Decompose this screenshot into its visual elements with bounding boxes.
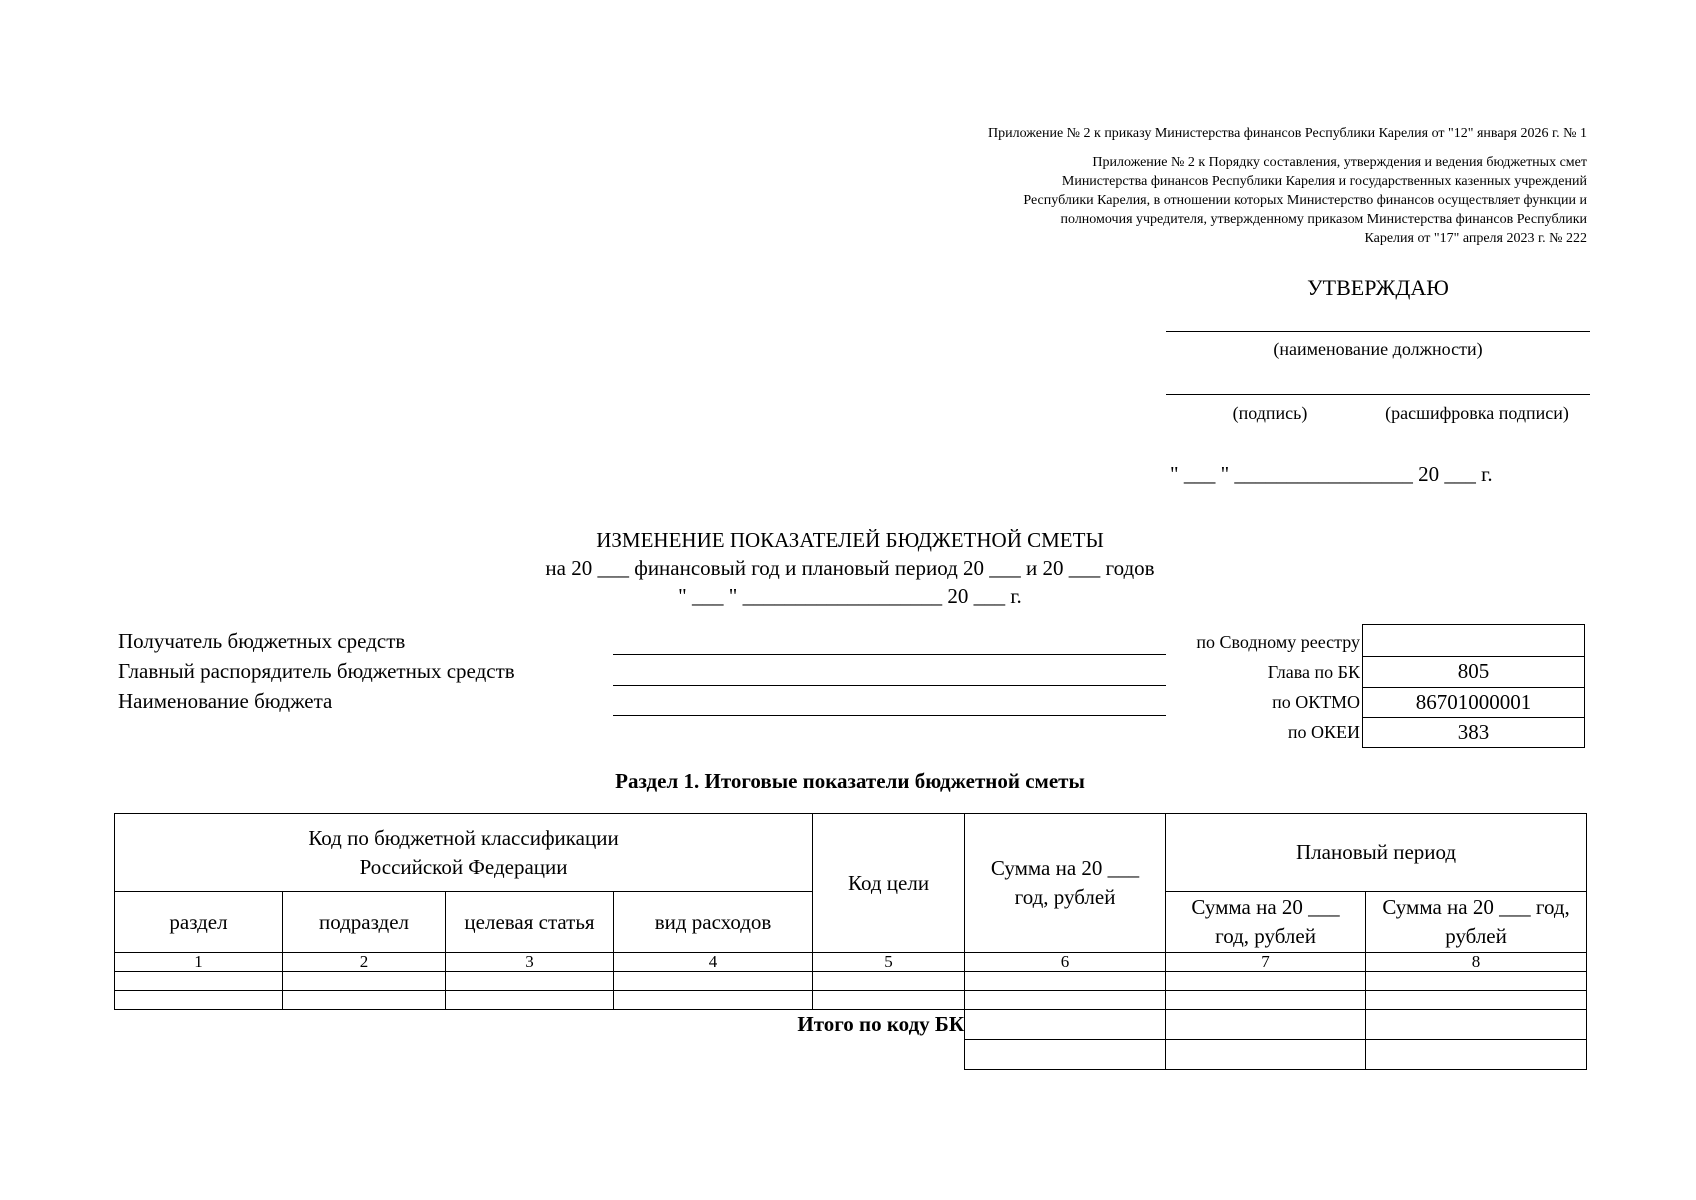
total-label: Итого по коду БК [797,1012,965,1036]
code-label-registry: по Сводному реестру [1196,632,1360,652]
header-kod-celi: Код цели [813,814,965,953]
header-vid: вид расходов [614,892,813,953]
total-spacer [115,1040,965,1070]
col-number: 5 [813,953,965,972]
signature-line [1166,394,1590,395]
doc-title-line1: ИЗМЕНЕНИЕ ПОКАЗАТЕЛЕЙ БЮДЖЕТНОЙ СМЕТЫ [596,528,1104,552]
position-caption: (наименование должности) [1273,339,1483,359]
field-main-manager-label: Главный распорядитель бюджетных средств [118,659,515,683]
codes-box [1362,624,1585,748]
approval-date: " ___ " _________________ 20 ___ г. [1170,462,1493,486]
table-cell[interactable] [614,991,813,1010]
header-summa2: Сумма на 20 ___ год, рублей [1166,892,1366,953]
table-cell[interactable] [115,991,283,1010]
col-number: 3 [446,953,614,972]
doc-title-line3: " ___ " ___________________ 20 ___ г. [678,584,1022,608]
table-cell[interactable] [813,972,965,991]
table-cell[interactable] [283,972,446,991]
total-cell[interactable] [965,1010,1166,1040]
header-plan: Плановый период [1166,814,1587,892]
header-summa3: Сумма на 20 ___ год, рублей [1366,892,1587,953]
field-recipient-label: Получатель бюджетных средств [118,629,406,653]
header-razdel: раздел [115,892,283,953]
code-value-okei[interactable]: 383 [1363,717,1584,747]
appendix-line: Приложение № 2 к приказу Министерства финансов Республики Карелия от "12" января 2026 г. № 1 [988,126,1587,141]
order-line: полномочия учредителя, утвержденному приказом Министерства финансов Республики [1060,212,1587,227]
doc-title-line2: на 20 ___ финансовый год и плановый период 20 ___ и 20 ___ годов [545,556,1155,580]
header-podrazdel: подраздел [283,892,446,953]
table-cell[interactable] [965,972,1166,991]
table-cell[interactable] [115,972,283,991]
code-label-chapter: Глава по БК [1267,662,1360,682]
code-value-chapter[interactable]: 805 [1363,656,1584,687]
order-line: Карелия от "17" апреля 2023 г. № 222 [1364,231,1587,246]
approval-title: УТВЕРЖДАЮ [1307,275,1449,300]
field-budget-name-label: Наименование бюджета [118,689,333,713]
table-cell[interactable] [1366,972,1587,991]
signature-caption: (подпись) [1232,403,1308,423]
col-number: 1 [115,953,283,972]
field-main-manager-line[interactable] [613,685,1166,686]
table-cell[interactable] [1366,991,1587,1010]
header-summa: Сумма на 20 ___ год, рублей [965,814,1166,953]
field-recipient-line[interactable] [613,654,1166,655]
order-line: Республики Карелия, в отношении которых Министерство финансов осуществляет функции и [1023,193,1587,208]
table-cell[interactable] [1166,972,1366,991]
table-cell[interactable] [446,972,614,991]
col-number: 2 [283,953,446,972]
section1-title: Раздел 1. Итоговые показатели бюджетной сметы [615,769,1085,793]
code-value-oktmo[interactable]: 86701000001 [1363,687,1584,717]
total-cell[interactable] [1366,1040,1587,1070]
header-celevaya: целевая статья [446,892,614,953]
position-line [1166,331,1590,332]
col-number: 8 [1366,953,1587,972]
table-cell[interactable] [446,991,614,1010]
table-cell[interactable] [1166,991,1366,1010]
header-bk: Код по бюджетной классификации Российской Федерации [115,814,813,892]
code-label-okei: по ОКЕИ [1287,722,1360,742]
order-line: Приложение № 2 к Порядку составления, утверждения и ведения бюджетных смет [1092,155,1587,170]
table-cell[interactable] [283,991,446,1010]
total-cell[interactable] [965,1040,1166,1070]
decoding-caption: (расшифровка подписи) [1385,403,1569,423]
col-number: 7 [1166,953,1366,972]
table-cell[interactable] [965,991,1166,1010]
field-budget-name-line[interactable] [613,715,1166,716]
doc-title [400,526,1300,610]
total-cell[interactable] [1366,1010,1587,1040]
col-number: 6 [965,953,1166,972]
section1-table [114,813,1587,1070]
total-cell[interactable] [1166,1040,1366,1070]
code-label-oktmo: по ОКТМО [1272,692,1360,712]
order-line: Министерства финансов Республики Карелия и государственных казенных учреждений [1061,174,1587,189]
total-cell[interactable] [1166,1010,1366,1040]
col-number: 4 [614,953,813,972]
order-reference [1023,153,1587,248]
table-cell[interactable] [614,972,813,991]
table-cell[interactable] [813,991,965,1010]
code-value-registry[interactable] [1363,625,1584,656]
